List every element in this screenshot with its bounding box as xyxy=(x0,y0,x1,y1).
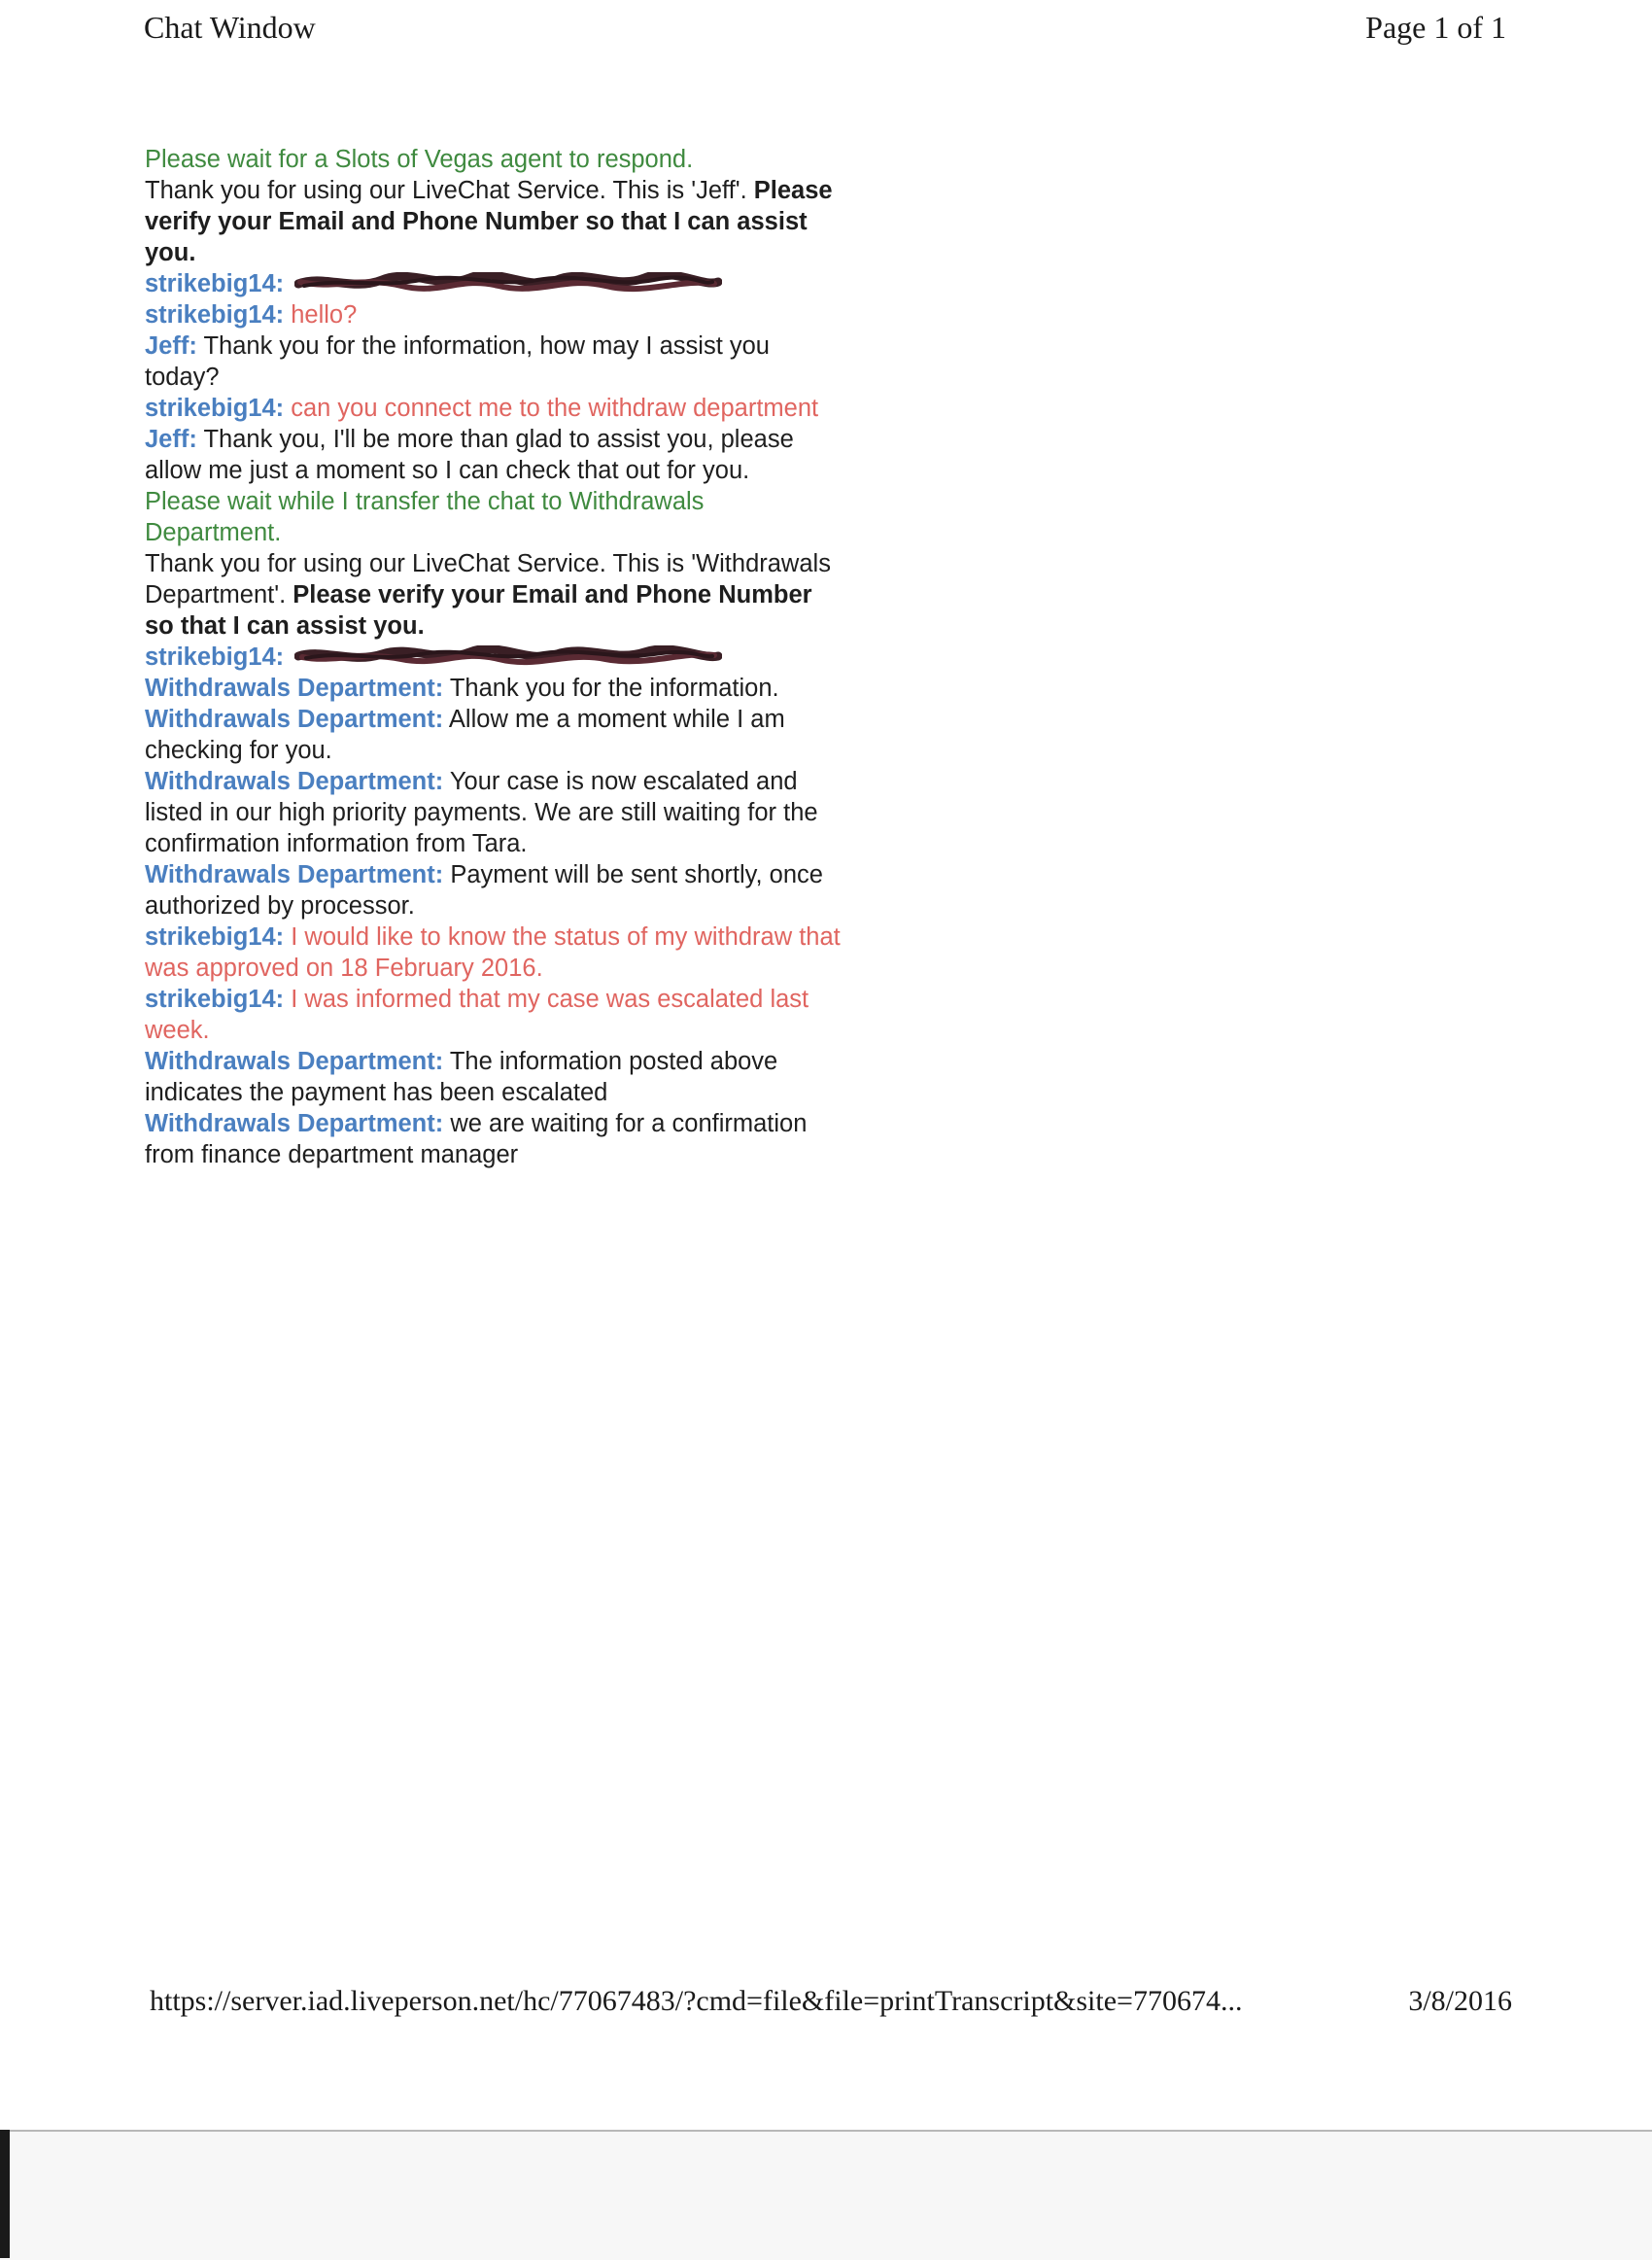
agent-message: Your case is now escalated and listed in our high priority payments. We are still waiting for the confirmation information from Tara. xyxy=(145,768,818,857)
user-message: I would like to know the status of my withdraw that was approved on 18 February 2016. xyxy=(145,923,841,982)
transcript-url: https://server.iad.liveperson.net/hc/77067483/?cmd=file&file=printTranscript&site=770674... xyxy=(150,1985,1243,2017)
system-message xyxy=(145,486,841,548)
agent-message: we are waiting for a confirmation from finance department manager xyxy=(145,1110,808,1168)
chat-line xyxy=(145,1108,841,1170)
window-title: Chat Window xyxy=(144,10,316,45)
speaker-name: Withdrawals Department: xyxy=(145,861,444,888)
chat-transcript xyxy=(145,144,841,1170)
speaker-name: Withdrawals Department: xyxy=(145,1110,444,1137)
verify-request-text: Please verify your Email and Phone Number so that I can assist you. xyxy=(145,581,812,640)
chat-line xyxy=(145,393,841,424)
print-date: 3/8/2016 xyxy=(1408,1985,1512,2017)
scanner-bed-margin xyxy=(0,2130,1652,2260)
scanner-edge-shadow xyxy=(0,2130,10,2258)
agent-message: Thank you for the information. xyxy=(449,675,779,702)
page-number: Page 1 of 1 xyxy=(1365,10,1506,45)
system-message xyxy=(145,144,841,175)
chat-line xyxy=(145,330,841,393)
speaker-name: strikebig14: xyxy=(145,270,285,297)
chat-line xyxy=(145,424,841,486)
speaker-name: Withdrawals Department: xyxy=(145,768,444,795)
chat-line xyxy=(145,642,841,673)
agent-message: Allow me a moment while I am checking for you. xyxy=(145,706,785,764)
chat-line xyxy=(145,268,841,299)
speaker-name: strikebig14: xyxy=(145,986,285,1013)
agent-message: Thank you, I'll be more than glad to assist you, please allow me just a moment so I can check that out for you. xyxy=(145,426,794,484)
greeting-message xyxy=(145,175,841,268)
system-message-text: Please wait for a Slots of Vegas agent to respond. xyxy=(145,146,694,173)
agent-message: The information posted above indicates the payment has been escalated xyxy=(145,1048,778,1106)
greeting-text: Thank you for using our LiveChat Service. This is 'Jeff'. xyxy=(145,177,747,204)
chat-line xyxy=(145,984,841,1046)
chat-line xyxy=(145,704,841,766)
user-message: I was informed that my case was escalated last week. xyxy=(145,986,809,1044)
chat-line xyxy=(145,859,841,921)
speaker-name: strikebig14: xyxy=(145,923,285,951)
speaker-name: Withdrawals Department: xyxy=(145,706,444,733)
chat-line xyxy=(145,1046,841,1108)
speaker-name: strikebig14: xyxy=(145,395,285,422)
greeting-text: Thank you for using our LiveChat Service. This is 'Withdrawals Department'. xyxy=(145,550,831,608)
chat-line xyxy=(145,766,841,859)
user-message: hello? xyxy=(291,301,358,329)
speaker-name: Jeff: xyxy=(145,426,197,453)
transfer-message-text: Please wait while I transfer the chat to Withdrawals Department. xyxy=(145,488,705,546)
redaction-scribble-icon xyxy=(294,645,722,667)
user-message: can you connect me to the withdraw department xyxy=(291,395,819,422)
speaker-name: Withdrawals Department: xyxy=(145,1048,444,1075)
chat-line xyxy=(145,299,841,330)
agent-message: Thank you for the information, how may I assist you today? xyxy=(145,332,770,391)
agent-message: Payment will be sent shortly, once authorized by processor. xyxy=(145,861,823,920)
speaker-name: strikebig14: xyxy=(145,301,285,329)
chat-line xyxy=(145,921,841,984)
speaker-name: Withdrawals Department: xyxy=(145,675,444,702)
chat-line xyxy=(145,673,841,704)
verify-request-text: Please verify your Email and Phone Number so that I can assist you. xyxy=(145,177,833,266)
redaction-scribble-icon xyxy=(294,272,722,294)
greeting-message xyxy=(145,548,841,642)
speaker-name: Jeff: xyxy=(145,332,197,360)
speaker-name: strikebig14: xyxy=(145,643,285,671)
